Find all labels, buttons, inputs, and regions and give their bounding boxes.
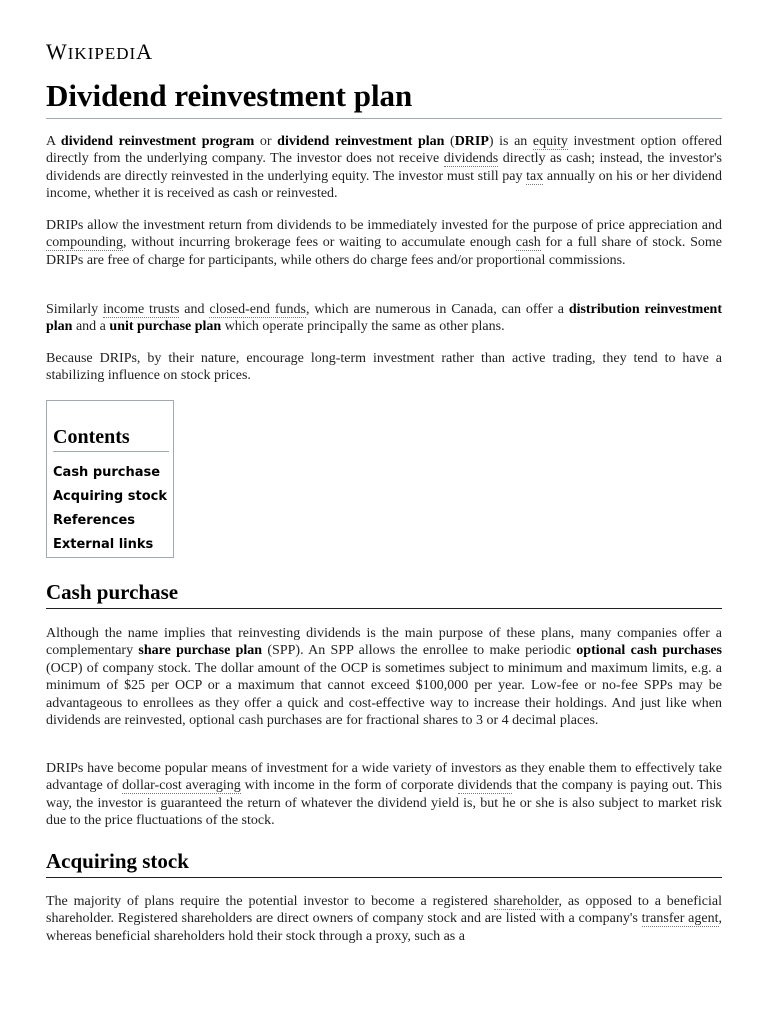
wordmark-final: A	[136, 39, 154, 64]
toc-item-cash-purchase[interactable]: Cash purchase	[53, 465, 161, 480]
section-heading-acquiring-stock: Acquiring stock	[46, 847, 722, 878]
link-dividends[interactable]: dividends	[443, 151, 499, 167]
table-of-contents	[46, 400, 174, 558]
link-equity[interactable]: equity	[532, 134, 568, 149]
link-compounding[interactable]: compounding	[46, 235, 123, 251]
wikipedia-wordmark[interactable]	[46, 39, 153, 65]
acquiring-paragraph-1: The majority of plans require the potential investor to become a registered shareholder, as opposed to a beneficial shareholder. Registered shareholders are direct owners of company stock and are listed with a company's transfer agent, whereas beneficial shareholders hold their stock through a proxy, such as a	[46, 894, 722, 944]
cash-paragraph-1: Although the name implies that reinvesting dividends is the main purpose of these plans, many companies offer a complementary share purchase plan (SPP). An SPP allows the enrollee to make periodic optional cash purchases (OCP) of company stock. The dollar amount of the OCP is sometimes subject to minimum and maximum limits, e.g. a minimum of $25 per OCP or a maximum that cannot exceed $100,000 per year. Low-fee or no-fee SPPs may be advantageous to enrollees as they offer a quick and cost-effective way to increase their holdings. And just like when dividends are reinvested, optional cash purchases are for fractional shares to 3 or 4 decimal places.	[46, 626, 723, 729]
intro-paragraph-1: A dividend reinvestment program or dividend reinvestment plan (DRIP) is an equity investment option offered directly from the underlying company. The investor does not receive dividends directly as cash; instead, the investor's dividends are directly reinvested in the underlying equity. The investor must still pay tax annually on his or her dividend income, whether it is received as cash or reinvested.	[46, 134, 723, 202]
wordmark-middle: IKIPEDI	[67, 44, 137, 63]
toc-list	[53, 461, 167, 557]
link-shareholder[interactable]: shareholder	[493, 894, 559, 909]
toc-item-acquiring-stock[interactable]: Acquiring stock	[53, 489, 167, 504]
cash-paragraph-2: DRIPs have become popular means of investment for a wide variety of investors as they enable them to effectively take advantage of dollar-cost averaging with income in the form of corporate dividends that the company is paying out. This way, the investor is guaranteed the return of whatever the dividend yield is, but he or she is also subject to market risk due to the price fluctuations of the stock.	[46, 761, 722, 829]
toc-title: Contents	[53, 426, 169, 452]
page-title: Dividend reinvestment plan	[46, 76, 722, 119]
intro-paragraph-3: Similarly income trusts and closed-end funds, which are numerous in Canada, can offer a distribution reinvestment plan and a unit purchase plan which operate principally the same as other plans.	[46, 302, 722, 335]
link-income-trusts[interactable]: income trusts	[102, 302, 180, 317]
link-tax[interactable]: tax	[526, 168, 544, 184]
link-dollar-cost-averaging[interactable]: dollar-cost averaging	[122, 778, 241, 794]
section-heading-cash-purchase: Cash purchase	[46, 578, 722, 609]
link-closed-end-funds[interactable]: closed-end funds	[209, 302, 306, 317]
toc-item-references[interactable]: References	[53, 513, 136, 528]
link-transfer-agent[interactable]: transfer agent	[641, 911, 719, 927]
link-cash[interactable]: cash	[515, 235, 541, 251]
toc-item-external-links[interactable]: External links	[53, 537, 154, 552]
intro-paragraph-4: Because DRIPs, by their nature, encourage long-term investment rather than active trading, they tend to have a stabilizing influence on stock prices.	[46, 351, 722, 384]
link-dividends-2[interactable]: dividends	[457, 778, 513, 794]
intro-paragraph-2: DRIPs allow the investment return from dividends to be immediately invested for the purpose of price appreciation and compounding, without incurring brokerage fees or waiting to accumulate enough cash for a full share of stock. Some DRIPs are free of charge for participants, while others do charge fees and/or proportional commissions.	[46, 218, 722, 268]
wordmark-initial: W	[46, 39, 68, 64]
